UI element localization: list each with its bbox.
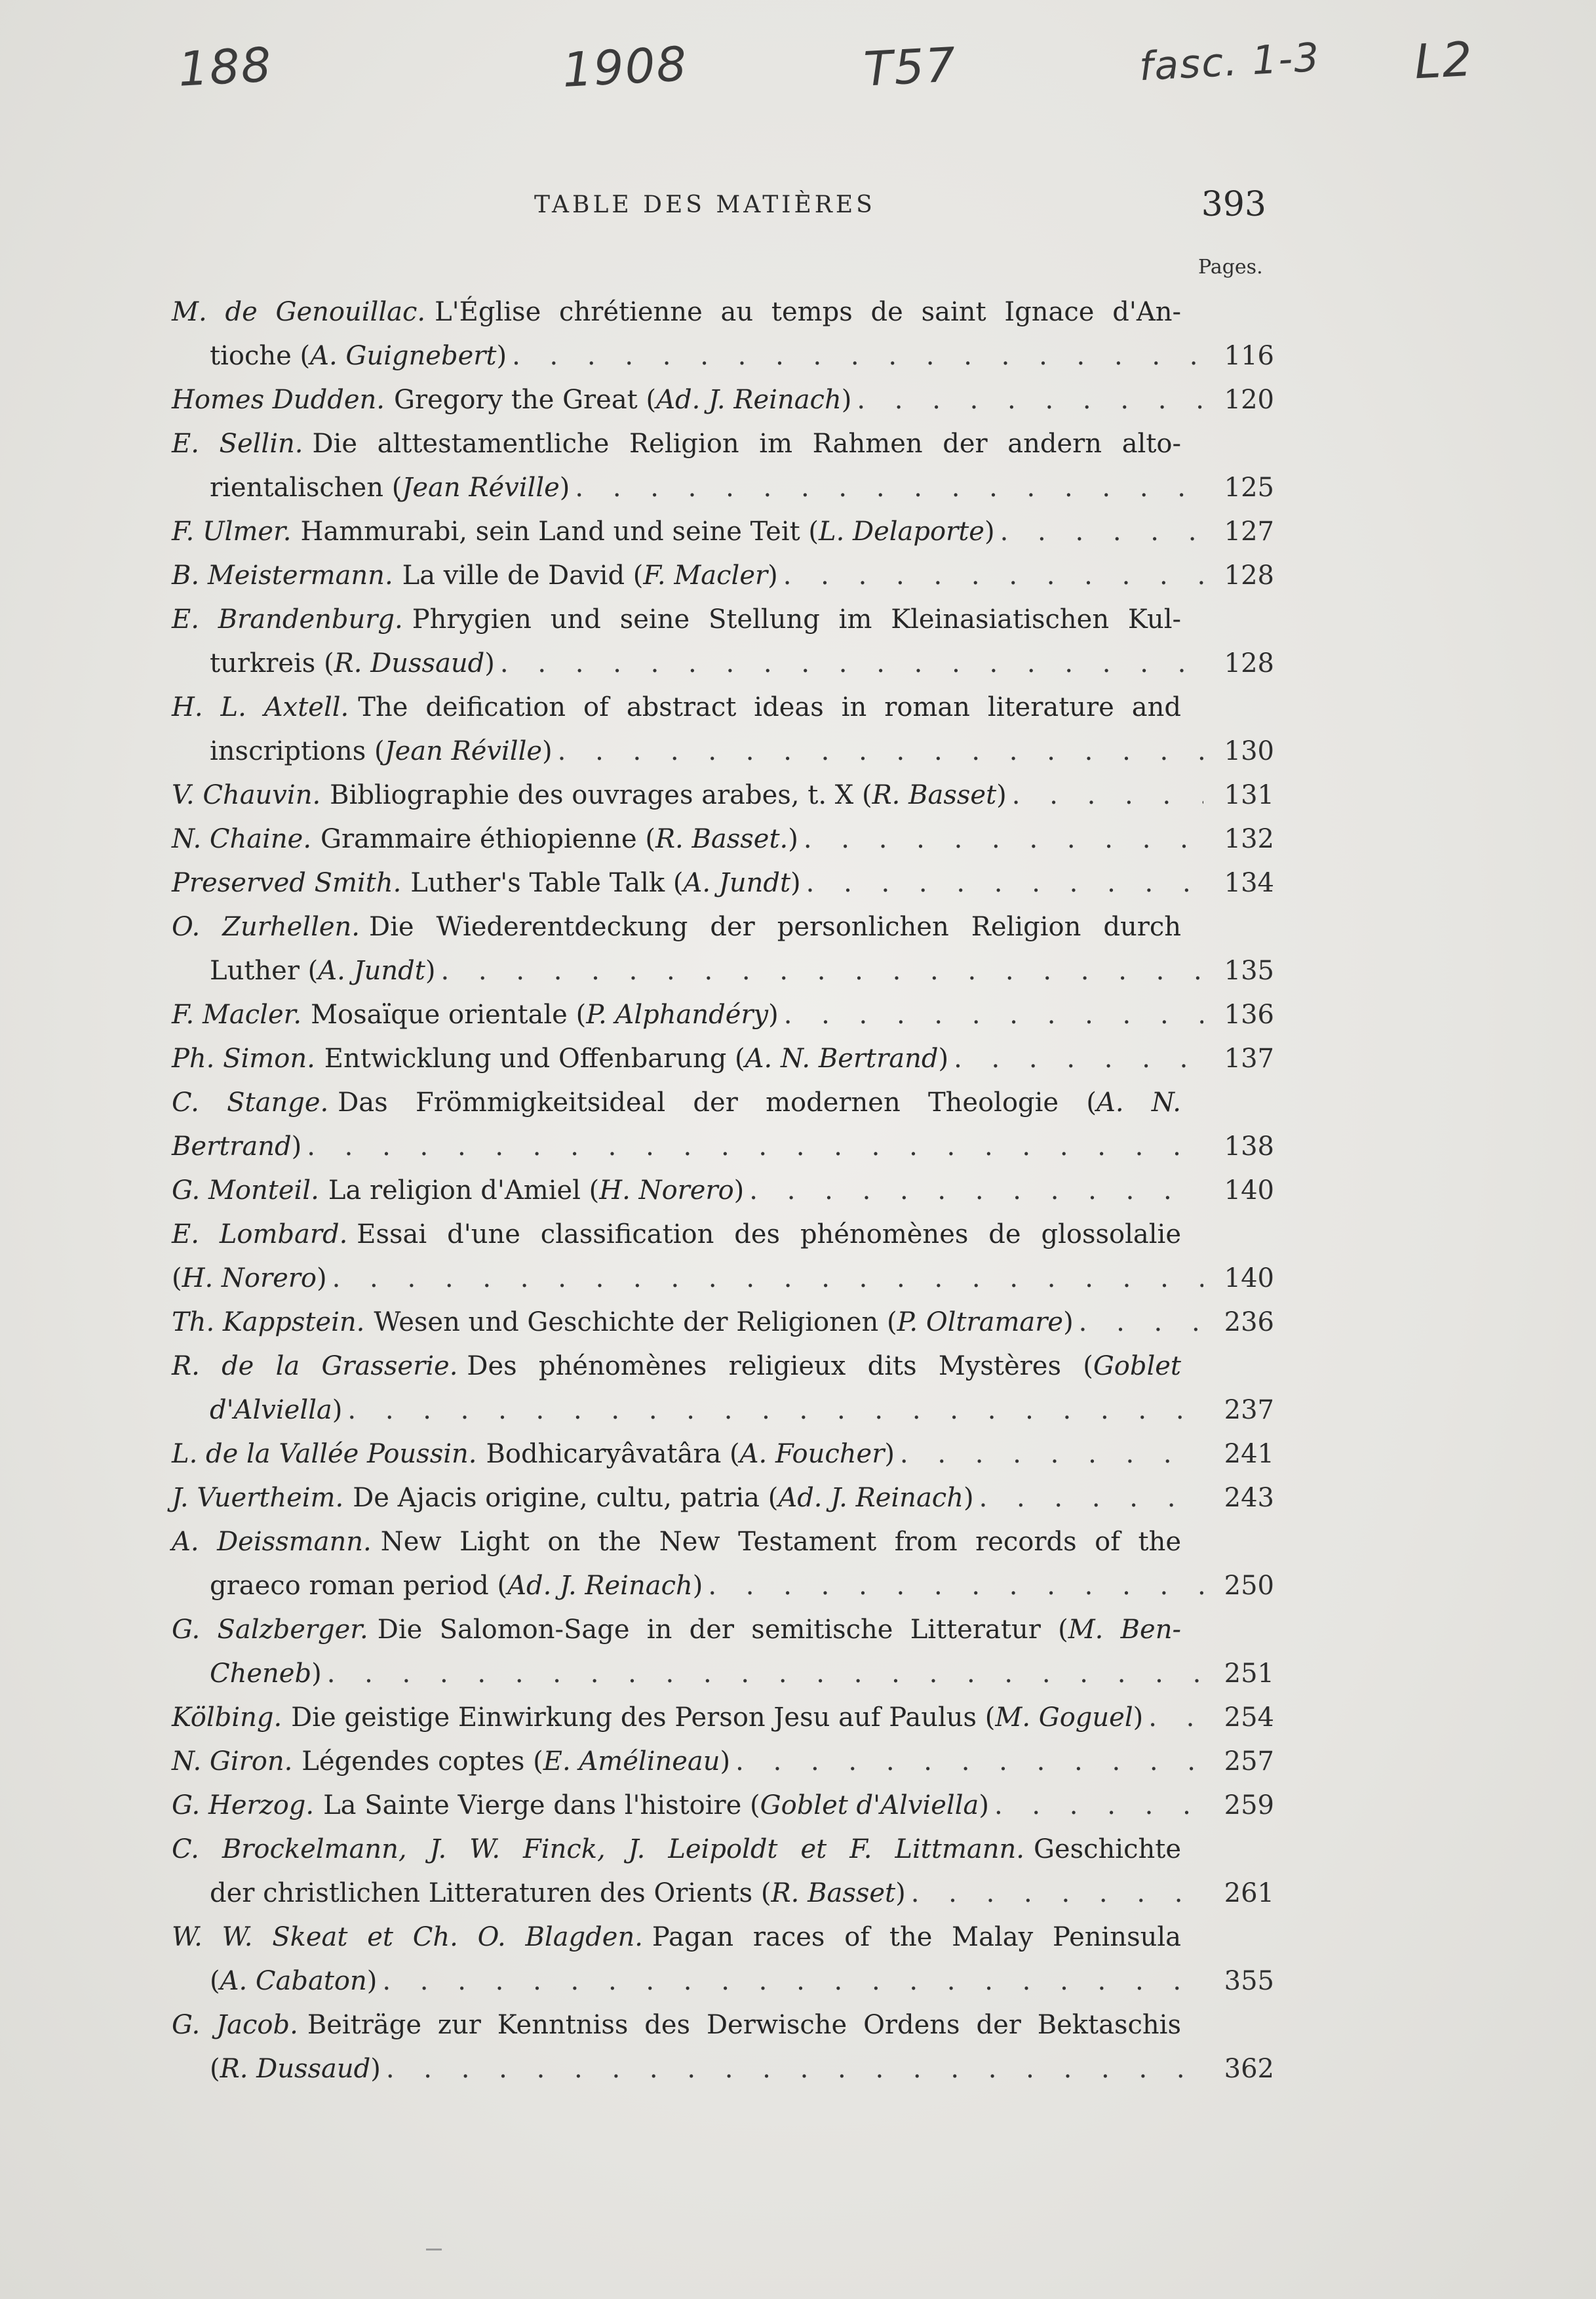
entry-punct: ) — [938, 1044, 949, 1074]
toc-line — [172, 1257, 1274, 1301]
entry-title: rientalischen ( — [210, 473, 402, 503]
entry-reviewer: A. N. Bertrand — [745, 1044, 939, 1074]
entry-title: Das Frömmigkeitsideal der modernen Theologie ( — [338, 1088, 1097, 1118]
table-of-contents — [172, 290, 1274, 2091]
leader-dots — [500, 642, 1203, 686]
entry-author: F. Macler. — [172, 1000, 302, 1030]
entry-author: Preserved Smith. — [172, 868, 402, 898]
handwritten-note: L2 — [1412, 31, 1475, 90]
leader-dots — [1079, 1301, 1203, 1345]
entry-reviewer: R. Dussaud — [220, 2054, 371, 2084]
entry-page: 128 — [1224, 648, 1274, 678]
entry-author: O. Zurhellen. — [172, 912, 360, 942]
entry-title: New Light on the New Testament from records of the — [380, 1527, 1182, 1557]
entry-author: G. Jacob. — [172, 2010, 298, 2040]
toc-line — [172, 1696, 1274, 1740]
leader-dots — [804, 817, 1203, 861]
entry-reviewer: A. Foucher — [739, 1439, 885, 1469]
entry-reviewer: P. Oltramare — [897, 1307, 1064, 1337]
leader-dots — [440, 949, 1203, 993]
entry-reviewer: H. Norero — [182, 1263, 317, 1293]
entry-page: 130 — [1224, 736, 1274, 766]
entry-title: La religion d'Amiel ( — [328, 1175, 600, 1206]
entry-page: 120 — [1224, 385, 1274, 415]
entry-author: V. Chauvin. — [172, 780, 321, 810]
entry-reviewer: R. Basset — [771, 1878, 896, 1908]
entry-punct: ) — [720, 1746, 731, 1777]
entry-title: Gregory the Great ( — [394, 385, 657, 415]
toc-line — [172, 1213, 1274, 1257]
handwritten-note: 1908 — [560, 36, 690, 98]
entry-reviewer: Ad. J. Reinach — [507, 1571, 693, 1601]
entry-author: M. de Genouillac. — [172, 297, 426, 327]
entry-title: Des phénomènes religieux dits Mystères ( — [467, 1351, 1093, 1381]
toc-line — [172, 1169, 1274, 1213]
entry-page: 243 — [1224, 1483, 1274, 1513]
toc-line — [172, 686, 1274, 730]
entry-author: N. Chaine. — [172, 824, 312, 854]
entry-punct: ) — [963, 1483, 974, 1513]
entry-punct: ( — [210, 2054, 220, 2084]
toc-line — [172, 1037, 1274, 1081]
entry-title: La Sainte Vierge dans l'histoire ( — [323, 1790, 760, 1820]
entry-page: 127 — [1224, 517, 1274, 547]
leader-dots — [749, 1169, 1203, 1213]
entry-author: G. Herzog. — [172, 1790, 315, 1820]
entry-reviewer: Goblet d'Alviella — [760, 1790, 979, 1820]
leader-dots — [382, 1959, 1203, 2003]
entry-punct: ) — [1133, 1702, 1144, 1733]
toc-line — [172, 642, 1274, 686]
entry-reviewer: Jean Réville — [384, 736, 543, 766]
leader-dots — [735, 1740, 1203, 1784]
entry-author: C. Stange. — [172, 1088, 329, 1118]
entry-title: der christlichen Litteraturen des Orients ( — [210, 1878, 771, 1908]
toc-line — [172, 598, 1274, 642]
toc-line — [172, 1345, 1274, 1388]
entry-punct: ) — [996, 780, 1007, 810]
toc-line — [172, 905, 1274, 949]
toc-line — [172, 949, 1274, 993]
entry-reviewer: A. N. — [1096, 1088, 1181, 1118]
entry-author: L. de la Vallée Poussin. — [172, 1439, 477, 1469]
entry-title: Légendes coptes ( — [302, 1746, 543, 1777]
entry-author: N. Giron. — [172, 1746, 293, 1777]
entry-punct: ) — [291, 1131, 302, 1162]
entry-punct: ) — [984, 517, 995, 547]
entry-reviewer: M. Goguel — [995, 1702, 1133, 1733]
entry-page: 241 — [1224, 1439, 1274, 1469]
toc-line — [172, 861, 1274, 905]
entry-title: Die alttestamentliche Religion im Rahmen der andern alto- — [312, 429, 1182, 459]
toc-line — [172, 422, 1274, 466]
toc-line — [172, 1652, 1274, 1696]
entry-reviewer: A. Jundt — [318, 956, 425, 986]
leader-dots — [1012, 774, 1203, 817]
entry-title: Bodhicaryâvatâra ( — [486, 1439, 740, 1469]
entry-title: inscriptions ( — [210, 736, 385, 766]
entry-page: 138 — [1224, 1131, 1274, 1162]
entry-title: Entwicklung und Offenbarung ( — [324, 1044, 745, 1074]
entry-reviewer: H. Norero — [599, 1175, 734, 1206]
leader-dots — [1000, 510, 1203, 554]
toc-line — [172, 1388, 1274, 1432]
entry-punct: ) — [496, 341, 507, 371]
leader-dots — [307, 1125, 1203, 1169]
entry-title: Luther ( — [210, 956, 319, 986]
entry-reviewer: E. Amélineau — [543, 1746, 720, 1777]
entry-reviewer: Jean Réville — [402, 473, 560, 503]
toc-line — [172, 378, 1274, 422]
entry-page: 261 — [1224, 1878, 1274, 1908]
entry-author: A. Deissmann. — [172, 1527, 372, 1557]
leader-dots — [512, 334, 1203, 378]
entry-punct: ) — [542, 736, 553, 766]
entry-punct: ) — [733, 1175, 745, 1206]
entry-reviewer: A. Cabaton — [220, 1966, 367, 1996]
entry-punct: ) — [692, 1571, 703, 1601]
entry-title: graeco roman period ( — [210, 1571, 508, 1601]
entry-punct: ) — [484, 648, 495, 678]
entry-punct: ) — [425, 956, 436, 986]
entry-author: C. Brockelmann, J. W. Finck, J. Leipoldt et F. Littmann. — [172, 1834, 1024, 1864]
toc-line — [172, 1301, 1274, 1345]
entry-author: G. Monteil. — [172, 1175, 319, 1206]
leader-dots — [1148, 1696, 1203, 1740]
entry-punct: ) — [979, 1790, 989, 1820]
entry-page: 236 — [1224, 1307, 1274, 1337]
entry-author: E. Sellin. — [172, 429, 303, 459]
entry-author: G. Salzberger. — [172, 1615, 368, 1645]
entry-reviewer: Ad. J. Reinach — [778, 1483, 963, 1513]
entry-title: Grammaire éthiopienne ( — [321, 824, 655, 854]
toc-line — [172, 466, 1274, 510]
entry-punct: ( — [210, 1966, 220, 1996]
toc-line — [172, 817, 1274, 861]
entry-punct: ) — [1063, 1307, 1074, 1337]
page-header — [172, 185, 1273, 231]
entry-title: tioche ( — [210, 341, 311, 371]
entry-title: Essai d'une classification des phénomènes de glossolalie — [357, 1219, 1181, 1249]
toc-line — [172, 554, 1274, 598]
toc-line — [172, 1476, 1274, 1520]
toc-line — [172, 1564, 1274, 1608]
toc-line — [172, 2047, 1274, 2091]
leader-dots — [979, 1476, 1203, 1520]
leader-dots — [708, 1564, 1203, 1608]
entry-title: Phrygien und seine Stellung im Kleinasiatischen Kul- — [412, 604, 1182, 635]
toc-line — [172, 1608, 1274, 1652]
entry-page: 362 — [1224, 2054, 1274, 2084]
toc-line — [172, 1784, 1274, 1828]
entry-author: B. Meistermann. — [172, 560, 393, 591]
toc-line — [172, 1916, 1274, 1959]
toc-line — [172, 993, 1274, 1037]
entry-title: Die Salomon-Sage in der semitische Litteratur ( — [377, 1615, 1068, 1645]
entry-page: 254 — [1224, 1702, 1274, 1733]
entry-title: Pagan races of the Malay Peninsula — [652, 1922, 1181, 1952]
entry-author: W. W. Skeat et Ch. O. Blagden. — [172, 1922, 643, 1952]
page-number: 393 — [1201, 185, 1266, 224]
leader-dots — [954, 1037, 1203, 1081]
entry-page: 128 — [1224, 560, 1274, 591]
entry-reviewer: P. Alphandéry — [586, 1000, 769, 1030]
entry-author: Homes Dudden. — [172, 385, 385, 415]
entry-title: Die Wiederentdeckung der personlichen Religion durch — [369, 912, 1181, 942]
entry-page: 135 — [1224, 956, 1274, 986]
entry-punct: ) — [788, 824, 798, 854]
entry-page: 251 — [1224, 1659, 1274, 1689]
entry-reviewer: d'Alviella — [210, 1395, 332, 1425]
entry-title: Die geistige Einwirkung des Person Jesu auf Paulus ( — [291, 1702, 996, 1733]
entry-page: 116 — [1224, 341, 1274, 371]
leader-dots — [806, 861, 1203, 905]
entry-punct: ) — [768, 1000, 779, 1030]
entry-reviewer: A. Jundt — [683, 868, 791, 898]
entry-page: 131 — [1224, 780, 1274, 810]
entry-reviewer: Cheneb — [210, 1659, 312, 1689]
toc-line — [172, 1081, 1274, 1125]
entry-title: La ville de David ( — [402, 560, 644, 591]
leader-dots — [784, 993, 1203, 1037]
entry-title: De Ajacis origine, cultu, patria ( — [353, 1483, 779, 1513]
toc-line — [172, 1125, 1274, 1169]
toc-line — [172, 730, 1274, 774]
entry-title: L'Église chrétienne au temps de saint Ignace d'An- — [435, 297, 1182, 327]
leader-dots — [386, 2047, 1203, 2091]
entry-author: J. Vuertheim. — [172, 1483, 344, 1513]
toc-line — [172, 1520, 1274, 1564]
entry-title: turkreis ( — [210, 648, 334, 678]
leader-dots — [783, 554, 1203, 598]
leader-dots — [857, 378, 1203, 422]
entry-title: The deification of abstract ideas in roman literature and — [358, 692, 1181, 722]
entry-reviewer: Ad. J. Reinach — [656, 385, 842, 415]
entry-reviewer: L. Delaporte — [819, 517, 984, 547]
entry-page: 136 — [1224, 1000, 1274, 1030]
entry-punct: ) — [790, 868, 801, 898]
leader-dots — [911, 1872, 1203, 1916]
handwritten-note: fasc. 1-3 — [1138, 34, 1321, 90]
toc-line — [172, 1432, 1274, 1476]
toc-line — [172, 334, 1274, 378]
entry-author: R. de la Grasserie. — [172, 1351, 458, 1381]
toc-line — [172, 1959, 1274, 2003]
entry-reviewer: F. Macler — [643, 560, 768, 591]
toc-line — [172, 510, 1274, 554]
leader-dots — [558, 730, 1203, 774]
entry-title: Hammurabi, sein Land und seine Teit ( — [300, 517, 819, 547]
entry-title: Beiträge zur Kenntniss des Derwische Ordens der Bektaschis — [307, 2010, 1181, 2040]
handwritten-note: 188 — [176, 37, 274, 97]
entry-reviewer: R. Basset — [872, 780, 997, 810]
entry-punct: ) — [366, 1966, 378, 1996]
toc-line — [172, 1740, 1274, 1784]
entry-reviewer: Bertrand — [172, 1131, 292, 1162]
leader-dots — [327, 1652, 1203, 1696]
entry-punct: ) — [841, 385, 852, 415]
entry-punct: ) — [768, 560, 778, 591]
entry-title: Wesen und Geschichte der Religionen ( — [374, 1307, 897, 1337]
entry-reviewer: M. Ben- — [1068, 1615, 1182, 1645]
entry-page: 250 — [1224, 1571, 1274, 1601]
entry-page: 140 — [1224, 1175, 1274, 1206]
entry-author: E. Lombard. — [172, 1219, 348, 1249]
leader-dots — [347, 1388, 1203, 1432]
entry-page: 134 — [1224, 868, 1274, 898]
entry-punct: ( — [172, 1263, 182, 1293]
entry-punct: ) — [311, 1659, 322, 1689]
entry-title: Geschichte — [1033, 1834, 1181, 1864]
entry-punct: ) — [895, 1878, 906, 1908]
entry-page: 237 — [1224, 1395, 1274, 1425]
entry-author: Th. Kappstein. — [172, 1307, 365, 1337]
leader-dots — [900, 1432, 1203, 1476]
running-title: TABLE DES MATIÈRES — [534, 191, 876, 218]
entry-page: 259 — [1224, 1790, 1274, 1820]
entry-title: Mosaïque orientale ( — [311, 1000, 587, 1030]
entry-author: H. L. Axtell. — [172, 692, 349, 722]
leader-dots — [994, 1784, 1203, 1828]
entry-author: F. Ulmer. — [172, 517, 292, 547]
entry-page: 132 — [1224, 824, 1274, 854]
entry-punct: ) — [332, 1395, 343, 1425]
entry-reviewer: A. Guignebert — [310, 341, 497, 371]
toc-line — [172, 1872, 1274, 1916]
toc-line — [172, 290, 1274, 334]
entry-author: Ph. Simon. — [172, 1044, 315, 1074]
entry-page: 125 — [1224, 473, 1274, 503]
ink-smudge — [426, 2249, 442, 2250]
entry-punct: ) — [559, 473, 570, 503]
leader-dots — [332, 1257, 1203, 1301]
entry-reviewer: R. Dussaud — [334, 648, 485, 678]
toc-line — [172, 774, 1274, 817]
entry-page: 140 — [1224, 1263, 1274, 1293]
entry-page: 137 — [1224, 1044, 1274, 1074]
toc-line — [172, 1828, 1274, 1872]
leader-dots — [575, 466, 1203, 510]
toc-line — [172, 2003, 1274, 2047]
entry-title: Bibliographie des ouvrages arabes, t. X ( — [330, 780, 872, 810]
entry-reviewer: R. Basset. — [655, 824, 788, 854]
entry-title: Luther's Table Talk ( — [410, 868, 684, 898]
entry-punct: ) — [317, 1263, 327, 1293]
pages-column-label: Pages. — [1198, 256, 1263, 279]
entry-author: E. Brandenburg. — [172, 604, 403, 635]
entry-author: Kölbing. — [172, 1702, 282, 1733]
entry-punct: ) — [370, 2054, 381, 2084]
entry-page: 355 — [1224, 1966, 1274, 1996]
entry-reviewer: Goblet — [1093, 1351, 1182, 1381]
handwritten-note: T57 — [862, 37, 958, 97]
entry-punct: ) — [884, 1439, 895, 1469]
entry-page: 257 — [1224, 1746, 1274, 1777]
